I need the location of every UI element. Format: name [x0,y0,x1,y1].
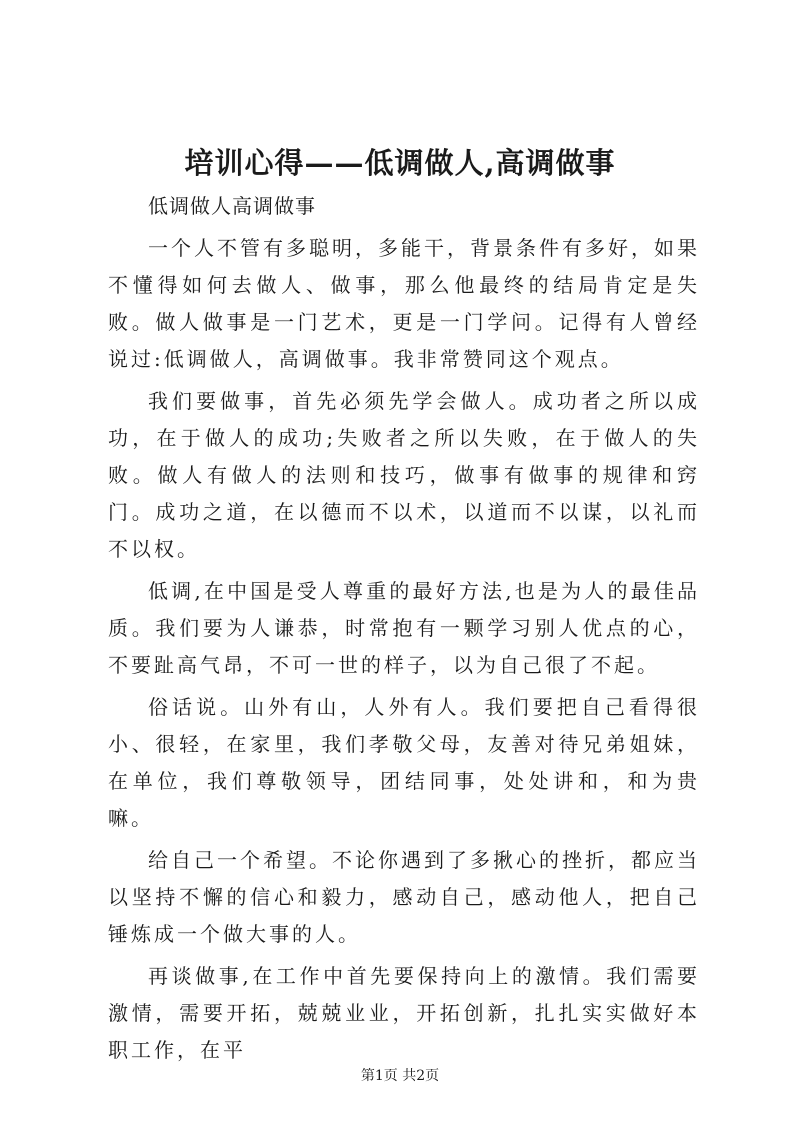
paragraph: 俗话说。山外有山，人外有人。我们要把自己看得很小、很轻，在家里，我们孝敬父母，友善对待兄弟姐妹，在单位，我们尊敬领导，团结同事，处处讲和，和为贵嘛。 [108,695,700,830]
paragraph-subtitle: 低调做人高调做事 [148,194,316,218]
paragraph: 低调,在中国是受人尊重的最好方法,也是为人的最佳品质。我们要为人谦恭，时常抱有一颗学习别人优点的心，不要趾高气昂，不可一世的样子，以为自己很了不起。 [108,579,700,677]
paragraph: 给自己一个希望。不论你遇到了多揪心的挫折，都应当以坚持不懈的信心和毅力，感动自己，感动他人，把自己锤炼成一个做大事的人。 [108,848,700,946]
paragraph: 一个人不管有多聪明，多能干，背景条件有多好，如果不懂得如何去做人、做事，那么他最终的结局肯定是失败。做人做事是一门艺术，更是一门学问。记得有人曾经说过:低调做人，高调做事。我非常赞同这个观点。 [108,236,700,371]
document-title: 培训心得——低调做人,高调做事 [184,146,616,180]
page-number-footer: 第1页 共2页 [360,1068,440,1084]
paragraph: 我们要做事，首先必须先学会做人。成功者之所以成功，在于做人的成功;失败者之所以失败，在于做人的失败。做人有做人的法则和技巧，做事有做事的规律和窍门。成功之道，在以德而不以术，以道而不以谋，以礼而不以权。 [108,389,700,561]
paragraph: 再谈做事,在工作中首先要保持向上的激情。我们需要激情，需要开拓，兢兢业业，开拓创新，扎扎实实做好本职工作，在平 [108,964,700,1062]
document-body [108,188,700,1074]
